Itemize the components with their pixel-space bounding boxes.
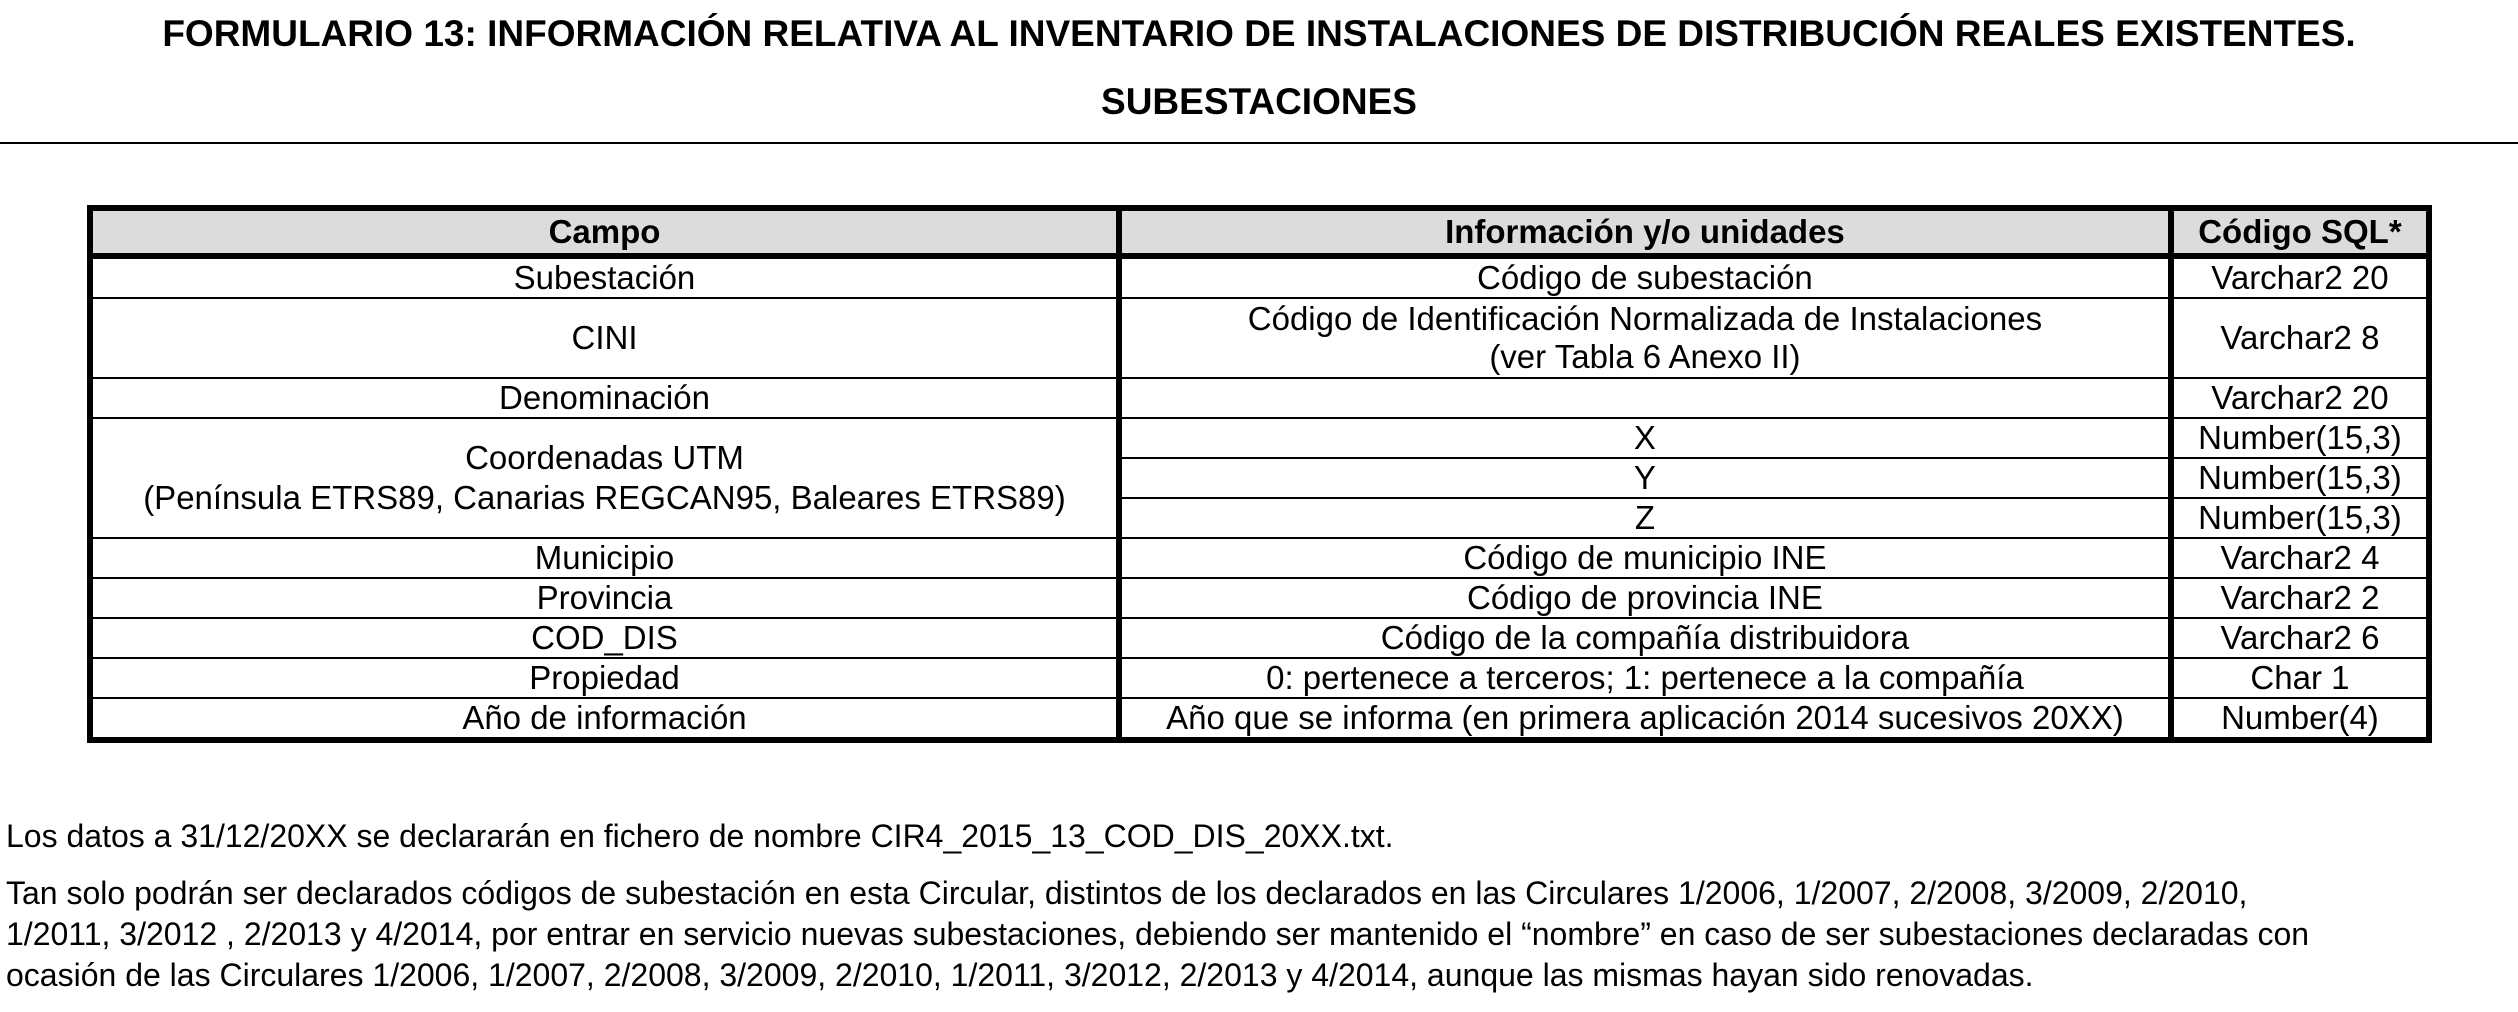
cell-info [1119, 298, 2171, 378]
cell-campo-line2: (Península ETRS89, Canarias REGCAN95, Baleares ETRS89) [143, 479, 1066, 516]
form-title-line2: SUBESTACIONES [1101, 81, 1417, 122]
fields-table [87, 205, 2432, 743]
cell-sql: Varchar2 20 [2171, 378, 2429, 418]
table-header-row [90, 208, 2429, 256]
table-row [90, 418, 2429, 458]
cell-sql: Number(15,3) [2171, 458, 2429, 498]
note-line: 1/2011, 3/2012 , 2/2013 y 4/2014, por entrar en servicio nuevas subestaciones, debiendo ser mantenido el “nombre” en caso de ser subestaciones declaradas con [6, 916, 2310, 952]
cell-info: Código de la compañía distribuidora [1119, 618, 2171, 658]
cell-campo: Municipio [90, 538, 1119, 578]
cell-info: Año que se informa (en primera aplicación 2014 sucesivos 20XX) [1119, 698, 2171, 740]
header-codigo-sql: Código SQL* [2171, 208, 2429, 256]
note-line: Tan solo podrán ser declarados códigos de subestación en esta Circular, distintos de los declarados en las Circulares 1/2006, 1/2007, 2/2008, 3/2009, 2/2010, [6, 875, 2248, 911]
form-title [0, 0, 2518, 136]
header-informacion: Información y/o unidades [1119, 208, 2171, 256]
cell-campo: Denominación [90, 378, 1119, 418]
cell-sql: Varchar2 6 [2171, 618, 2429, 658]
cell-info: X [1119, 418, 2171, 458]
cell-sql: Number(4) [2221, 699, 2379, 736]
form-title-line1: FORMULARIO 13: INFORMACIÓN RELATIVA AL INVENTARIO DE INSTALACIONES DE DISTRIBUCIÓN REALES EXISTENTES. [162, 13, 2356, 54]
cell-campo-coordenadas [90, 418, 1119, 538]
cell-sql: Varchar2 4 [2171, 538, 2429, 578]
cell-info: Y [1119, 458, 2171, 498]
cell-campo: COD_DIS [90, 618, 1119, 658]
cell-info: Código de municipio INE [1119, 538, 2171, 578]
table-row [90, 698, 2429, 740]
title-divider [0, 142, 2518, 144]
cell-info [1119, 378, 2171, 418]
cell-campo: Subestación [90, 256, 1119, 298]
cell-info: 0: pertenece a terceros; 1: pertenece a la compañía [1119, 658, 2171, 698]
cell-campo: CINI [90, 298, 1119, 378]
cell-sql: Number(15,3) [2171, 498, 2429, 538]
table-row [90, 538, 2429, 578]
table-row [90, 658, 2429, 698]
cell-info-line2: (ver Tabla 6 Anexo II) [1489, 338, 1801, 375]
table-row [90, 578, 2429, 618]
cell-campo: Año de información [90, 698, 1119, 740]
cell-info: Código de provincia INE [1119, 578, 2171, 618]
table-row [90, 378, 2429, 418]
table-row [90, 618, 2429, 658]
cell-sql: Char 1 [2171, 658, 2429, 698]
cell-sql: Number(15,3) [2171, 418, 2429, 458]
note-filename: Los datos a 31/12/20XX se declararán en fichero de nombre CIR4_2015_13_COD_DIS_20XX.txt. [6, 818, 1394, 854]
note-line: ocasión de las Circulares 1/2006, 1/2007, 2/2008, 3/2009, 2/2010, 1/2011, 3/2012, 2/2013 y 4/2014, aunque las mismas hayan sido renovadas. [6, 957, 2034, 993]
cell-campo-line1: Coordenadas UTM [465, 439, 744, 476]
cell-campo: Provincia [90, 578, 1119, 618]
cell-info: Z [1119, 498, 2171, 538]
cell-campo: Propiedad [90, 658, 1119, 698]
note-substation-codes [6, 873, 2512, 996]
cell-info: Código de subestación [1119, 256, 2171, 298]
notes [6, 816, 2512, 1012]
header-campo: Campo [90, 208, 1119, 256]
table-row [90, 298, 2429, 378]
cell-info-line1: Código de Identificación Normalizada de Instalaciones [1247, 300, 2043, 337]
cell-sql: Varchar2 8 [2171, 298, 2429, 378]
cell-sql: Varchar2 2 [2171, 578, 2429, 618]
cell-sql: Varchar2 20 [2171, 256, 2429, 298]
table-row [90, 256, 2429, 298]
